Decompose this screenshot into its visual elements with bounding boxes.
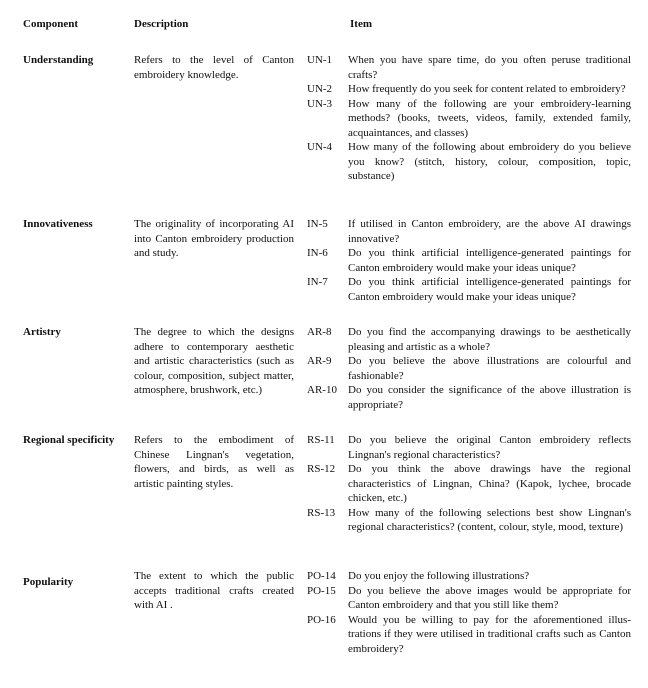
item-code: AR-10 (307, 384, 337, 396)
item-code: UN-2 (307, 83, 333, 95)
component-label: Regional specificity (23, 434, 115, 446)
item-list (307, 433, 631, 535)
item-question: Do you think artificial intelligence-generated paintings for Canton embroidery would make your ideas unique? (348, 276, 631, 303)
item-entry (307, 584, 631, 613)
item-code: AR-9 (307, 355, 332, 367)
item-question: If utilised in Canton embroidery, are the above AI drawings innovative? (348, 218, 631, 245)
item-entry (307, 613, 631, 657)
item-list (307, 53, 631, 184)
item-code: RS-11 (307, 434, 335, 446)
item-code: UN-4 (307, 141, 333, 153)
item-entry (307, 97, 631, 141)
item-code: RS-12 (307, 463, 336, 475)
item-entry (307, 325, 631, 354)
item-entry (307, 53, 631, 82)
component-description: The degree to which the designs adhere to contemporary aesthetic and artistic characteristics (such as colour, composition, subject matter, atmosphere, brushwork, etc.) (134, 326, 294, 396)
component-label: Artistry (23, 326, 61, 338)
item-entry (307, 140, 631, 184)
component-description: The extent to which the public accepts traditional crafts created with AI . (134, 570, 294, 611)
item-entry (307, 506, 631, 535)
item-code: UN-1 (307, 54, 333, 66)
item-code: AR-8 (307, 326, 332, 338)
component-label: Understanding (23, 54, 94, 66)
item-code: IN-7 (307, 276, 328, 288)
item-entry (307, 82, 631, 97)
item-code: IN-5 (307, 218, 328, 230)
item-question: Do you believe the above illustrations are colourful and fashionable? (348, 355, 631, 382)
item-entry (307, 275, 631, 304)
component-label: Innovativeness (23, 218, 93, 230)
component-description: The originality of incorporating AI into Canton embroidery production and study. (134, 218, 294, 259)
item-entry (307, 354, 631, 383)
header-item: Item (350, 18, 372, 30)
component-description: Refers to the embodiment of Chinese Lingnan's vegetation, flowers, and birds, as well as artistic painting styles. (134, 434, 294, 490)
item-question: Do you believe the above images would be appropriate for Canton embroidery and that you still like them? (348, 584, 631, 611)
item-question: When you have spare time, do you often peruse traditional crafts? (348, 54, 631, 81)
item-code: UN-3 (307, 97, 333, 110)
item-code: PO-15 (307, 584, 336, 597)
item-question: Would you be willing to pay for the aforementioned illus-trations if they were utilised in traditional crafts such as Canton embroidery? (348, 613, 631, 655)
item-question: How many of the following about embroidery do you believe you know? (stitch, history, colour, composition, topic, substance) (348, 141, 631, 182)
item-entry (307, 217, 631, 246)
header-description: Description (134, 18, 189, 30)
item-code: IN-6 (307, 247, 328, 259)
item-question: Do you think the above drawings have the regional characteristics of Lingnan, China? (Kapok, lychee, brocade chicken, etc.) (348, 463, 631, 504)
item-list (307, 217, 631, 304)
item-list (307, 569, 631, 656)
item-question: How frequently do you seek for content related to embroidery? (348, 83, 626, 95)
item-list (307, 325, 631, 412)
item-question: Do you think artificial intelligence-generated paintings for Canton embroidery would make your ideas unique? (348, 247, 631, 274)
item-question: How many of the following selections best show Lingnan's regional characteristics? (content, colour, style, mood, texture) (348, 506, 631, 533)
item-code: PO-16 (307, 613, 336, 626)
item-question: Do you believe the original Canton embroidery reflects Lingnan's regional characteristics? (348, 434, 631, 461)
item-code: PO-14 (307, 570, 336, 582)
component-label: Popularity (23, 576, 74, 588)
item-entry (307, 433, 631, 462)
item-code: RS-13 (307, 506, 336, 519)
item-question: How many of the following are your embroidery-learning methods? (books, tweets, videos, family, extended family, acquaintances, and classes) (348, 97, 631, 139)
item-entry (307, 383, 631, 412)
header-component: Component (23, 18, 79, 30)
item-question: Do you enjoy the following illustrations? (348, 570, 530, 582)
item-question: Do you consider the significance of the above illustration is appropriate? (348, 384, 631, 411)
item-entry (307, 462, 631, 506)
item-question: Do you find the accompanying drawings to be aesthetically pleasing and artistic as a whole? (348, 326, 631, 353)
item-entry (307, 569, 631, 584)
component-description: Refers to the level of Canton embroidery knowledge. (134, 54, 294, 81)
item-entry (307, 246, 631, 275)
